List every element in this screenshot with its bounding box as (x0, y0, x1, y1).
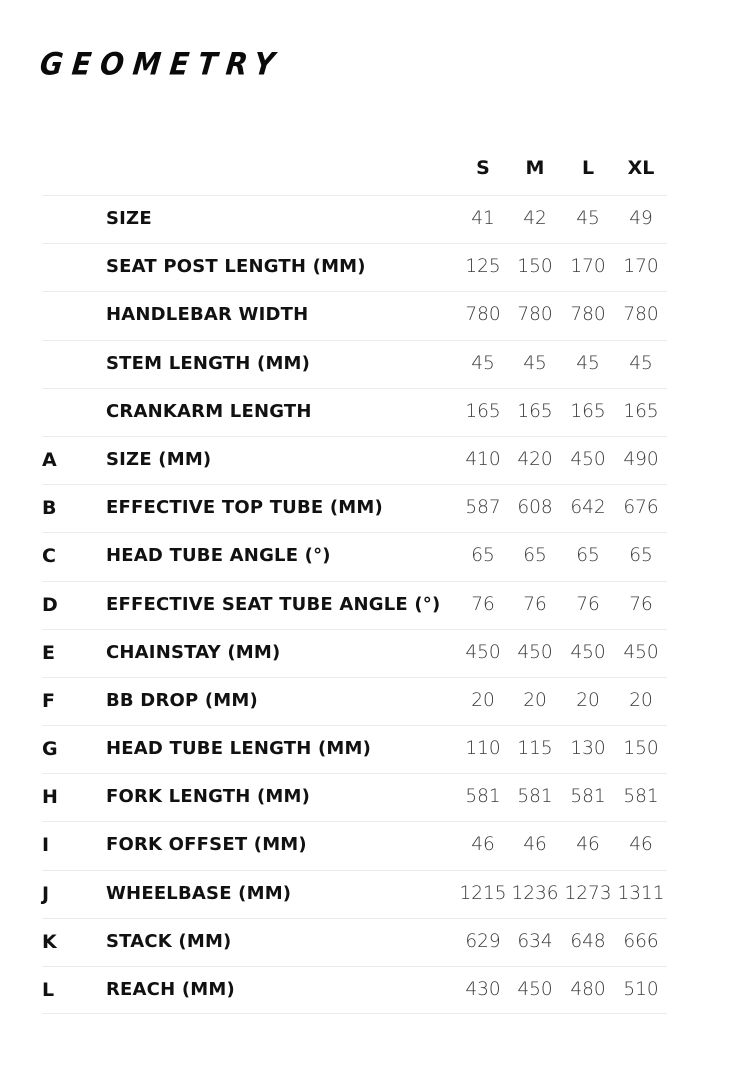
row-value: 1311 (617, 882, 665, 904)
page-title: GEOMETRY (38, 46, 286, 83)
table-row (42, 581, 667, 629)
row-label: HANDLEBAR WIDTH (106, 304, 309, 326)
table-row (42, 291, 667, 339)
row-value: 1236 (511, 882, 559, 904)
row-value: 410 (465, 448, 501, 470)
row-value: 581 (517, 786, 553, 808)
size-header-row (0, 152, 749, 186)
row-label: STEM LENGTH (MM) (106, 352, 311, 374)
row-value: 20 (471, 689, 495, 711)
row-value: 450 (570, 448, 606, 470)
row-letter: C (42, 545, 56, 568)
row-value: 1273 (564, 882, 612, 904)
row-label: WHEELBASE (MM) (106, 882, 292, 904)
row-label: FORK LENGTH (MM) (106, 786, 311, 808)
row-letter: J (42, 882, 50, 905)
row-value: 629 (465, 930, 501, 952)
row-value: 780 (623, 304, 659, 326)
row-label: SIZE (106, 208, 152, 229)
row-value: 65 (576, 545, 600, 567)
row-letter: H (42, 786, 58, 809)
row-letter: E (42, 641, 55, 664)
table-row (42, 773, 667, 821)
column-header-s: S (476, 157, 490, 179)
row-value: 510 (623, 979, 659, 1000)
row-value: 581 (570, 786, 606, 808)
row-value: 165 (465, 400, 501, 422)
row-value: 130 (570, 738, 606, 760)
row-value: 20 (576, 689, 600, 711)
row-value: 46 (576, 834, 600, 856)
row-value: 45 (523, 352, 547, 374)
row-value: 76 (629, 593, 653, 615)
row-value: 480 (570, 979, 606, 1000)
row-value: 45 (576, 352, 600, 374)
row-label: SIZE (MM) (106, 448, 212, 470)
row-letter: B (42, 497, 57, 520)
row-value: 76 (576, 593, 600, 615)
row-value: 165 (623, 400, 659, 422)
row-label: EFFECTIVE TOP TUBE (MM) (106, 497, 383, 519)
row-value: 170 (570, 256, 606, 278)
table-row (42, 532, 667, 580)
row-value: 450 (570, 641, 606, 663)
row-label: FORK OFFSET (MM) (106, 834, 307, 856)
row-value: 581 (465, 786, 501, 808)
row-value: 20 (629, 689, 653, 711)
row-value: 165 (517, 400, 553, 422)
row-value: 45 (576, 208, 600, 229)
row-value: 49 (629, 208, 653, 229)
table-row (42, 388, 667, 436)
row-value: 450 (517, 641, 553, 663)
row-value: 1215 (459, 882, 507, 904)
row-value: 666 (623, 930, 659, 952)
row-label: HEAD TUBE LENGTH (MM) (106, 738, 372, 760)
row-letter: D (42, 593, 58, 616)
geometry-table (0, 195, 749, 1014)
row-value: 780 (570, 304, 606, 326)
row-value: 420 (517, 448, 553, 470)
row-letter: A (42, 448, 57, 471)
row-value: 76 (471, 593, 495, 615)
column-header-xl: XL (627, 157, 655, 179)
row-letter: I (42, 834, 50, 857)
row-value: 41 (471, 208, 495, 229)
row-letter: G (42, 738, 58, 761)
row-label: CHAINSTAY (MM) (106, 641, 281, 663)
row-label: EFFECTIVE SEAT TUBE ANGLE (°) (106, 593, 441, 615)
row-value: 450 (623, 641, 659, 663)
row-value: 150 (623, 738, 659, 760)
row-value: 46 (471, 834, 495, 856)
row-value: 587 (465, 497, 501, 519)
row-value: 150 (517, 256, 553, 278)
row-value: 125 (465, 256, 501, 278)
row-value: 46 (629, 834, 653, 856)
table-row (42, 436, 667, 484)
row-label: HEAD TUBE ANGLE (°) (106, 545, 331, 567)
table-row (42, 629, 667, 677)
table-row (42, 821, 667, 869)
row-label: SEAT POST LENGTH (MM) (106, 256, 366, 278)
row-value: 581 (623, 786, 659, 808)
table-row (42, 677, 667, 725)
row-value: 65 (523, 545, 547, 567)
row-value: 450 (465, 641, 501, 663)
row-value: 110 (465, 738, 501, 760)
row-value: 490 (623, 448, 659, 470)
row-value: 46 (523, 834, 547, 856)
row-value: 450 (517, 979, 553, 1000)
column-header-l: L (581, 157, 595, 179)
row-value: 76 (523, 593, 547, 615)
row-label: CRANKARM LENGTH (106, 400, 312, 422)
table-row (42, 918, 667, 966)
row-letter: L (42, 979, 55, 1001)
table-row (42, 340, 667, 388)
row-value: 648 (570, 930, 606, 952)
row-value: 780 (517, 304, 553, 326)
row-letter: K (42, 930, 57, 953)
row-value: 42 (523, 208, 547, 229)
row-value: 642 (570, 497, 606, 519)
row-letter: F (42, 689, 55, 712)
table-row (42, 243, 667, 291)
table-row (42, 195, 667, 243)
row-label: REACH (MM) (106, 979, 235, 1000)
row-value: 165 (570, 400, 606, 422)
row-value: 65 (629, 545, 653, 567)
row-label: STACK (MM) (106, 930, 232, 952)
table-row (42, 870, 667, 918)
row-value: 20 (523, 689, 547, 711)
row-value: 634 (517, 930, 553, 952)
table-row (42, 484, 667, 532)
row-value: 608 (517, 497, 553, 519)
row-value: 170 (623, 256, 659, 278)
table-row (42, 725, 667, 773)
table-row (42, 966, 667, 1014)
row-value: 45 (471, 352, 495, 374)
row-label: BB DROP (MM) (106, 689, 258, 711)
row-value: 65 (471, 545, 495, 567)
row-value: 115 (517, 738, 553, 760)
row-value: 430 (465, 979, 501, 1000)
row-value: 676 (623, 497, 659, 519)
row-value: 780 (465, 304, 501, 326)
column-header-m: M (525, 157, 545, 179)
row-value: 45 (629, 352, 653, 374)
